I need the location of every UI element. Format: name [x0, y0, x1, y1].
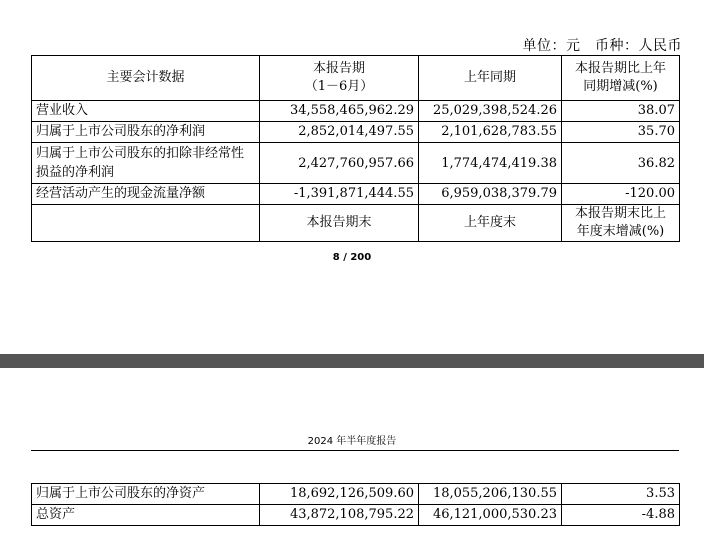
- row-change: -4.88: [562, 505, 680, 526]
- row-prior: 6,959,038,379.79: [419, 184, 562, 205]
- subheader-empty: [32, 205, 260, 242]
- row-change: -120.00: [562, 184, 680, 205]
- row-prior: 18,055,206,130.55: [419, 484, 562, 505]
- table-row: [32, 101, 680, 122]
- header-prior-period: 上年同期: [419, 56, 562, 101]
- row-current: 2,852,014,497.55: [260, 122, 419, 143]
- unit-currency-note: 单位：元 币种：人民币: [522, 38, 682, 54]
- row-prior: 2,101,628,783.55: [419, 122, 562, 143]
- row-prior: 1,774,474,419.38: [419, 143, 562, 184]
- subheader-period-end: 本报告期末: [260, 205, 419, 242]
- row-change: 3.53: [562, 484, 680, 505]
- row-current: 34,558,465,962.29: [260, 101, 419, 122]
- subheader-prior-year-end: 上年度末: [419, 205, 562, 242]
- row-change: 35.70: [562, 122, 680, 143]
- page-number: 8 / 200: [332, 252, 372, 263]
- balance-data-table: [31, 483, 680, 526]
- header-rule-line: [31, 450, 679, 451]
- row-prior: 46,121,000,530.23: [419, 505, 562, 526]
- row-change: 36.82: [562, 143, 680, 184]
- header-main-data: 主要会计数据: [32, 56, 260, 101]
- row-label: 归属于上市公司股东的扣除非经常性损益的净利润: [32, 143, 260, 184]
- row-change: 38.07: [562, 101, 680, 122]
- table-header-row: [32, 56, 680, 101]
- row-current: 43,872,108,795.22: [260, 505, 419, 526]
- page-gap-divider: [0, 354, 704, 368]
- table-row: [32, 484, 680, 505]
- table-row: [32, 184, 680, 205]
- row-label: 营业收入: [32, 101, 260, 122]
- row-current: -1,391,871,444.55: [260, 184, 419, 205]
- key-accounting-data-table: [31, 55, 680, 242]
- next-page-header: 2024 年半年度报告: [307, 436, 397, 447]
- header-change-pct: 本报告期比上年 同期增减(%): [562, 56, 680, 101]
- row-label: 总资产: [32, 505, 260, 526]
- table-subheader-row: [32, 205, 680, 242]
- row-label: 归属于上市公司股东的净资产: [32, 484, 260, 505]
- table-row: [32, 505, 680, 526]
- table-row: [32, 122, 680, 143]
- row-label: 归属于上市公司股东的净利润: [32, 122, 260, 143]
- row-label: 经营活动产生的现金流量净额: [32, 184, 260, 205]
- subheader-change-pct: 本报告期末比上 年度末增减(%): [562, 205, 680, 242]
- table-row: [32, 143, 680, 184]
- header-current-period: 本报告期 （1－6月）: [260, 56, 419, 101]
- row-current: 2,427,760,957.66: [260, 143, 419, 184]
- row-prior: 25,029,398,524.26: [419, 101, 562, 122]
- row-current: 18,692,126,509.60: [260, 484, 419, 505]
